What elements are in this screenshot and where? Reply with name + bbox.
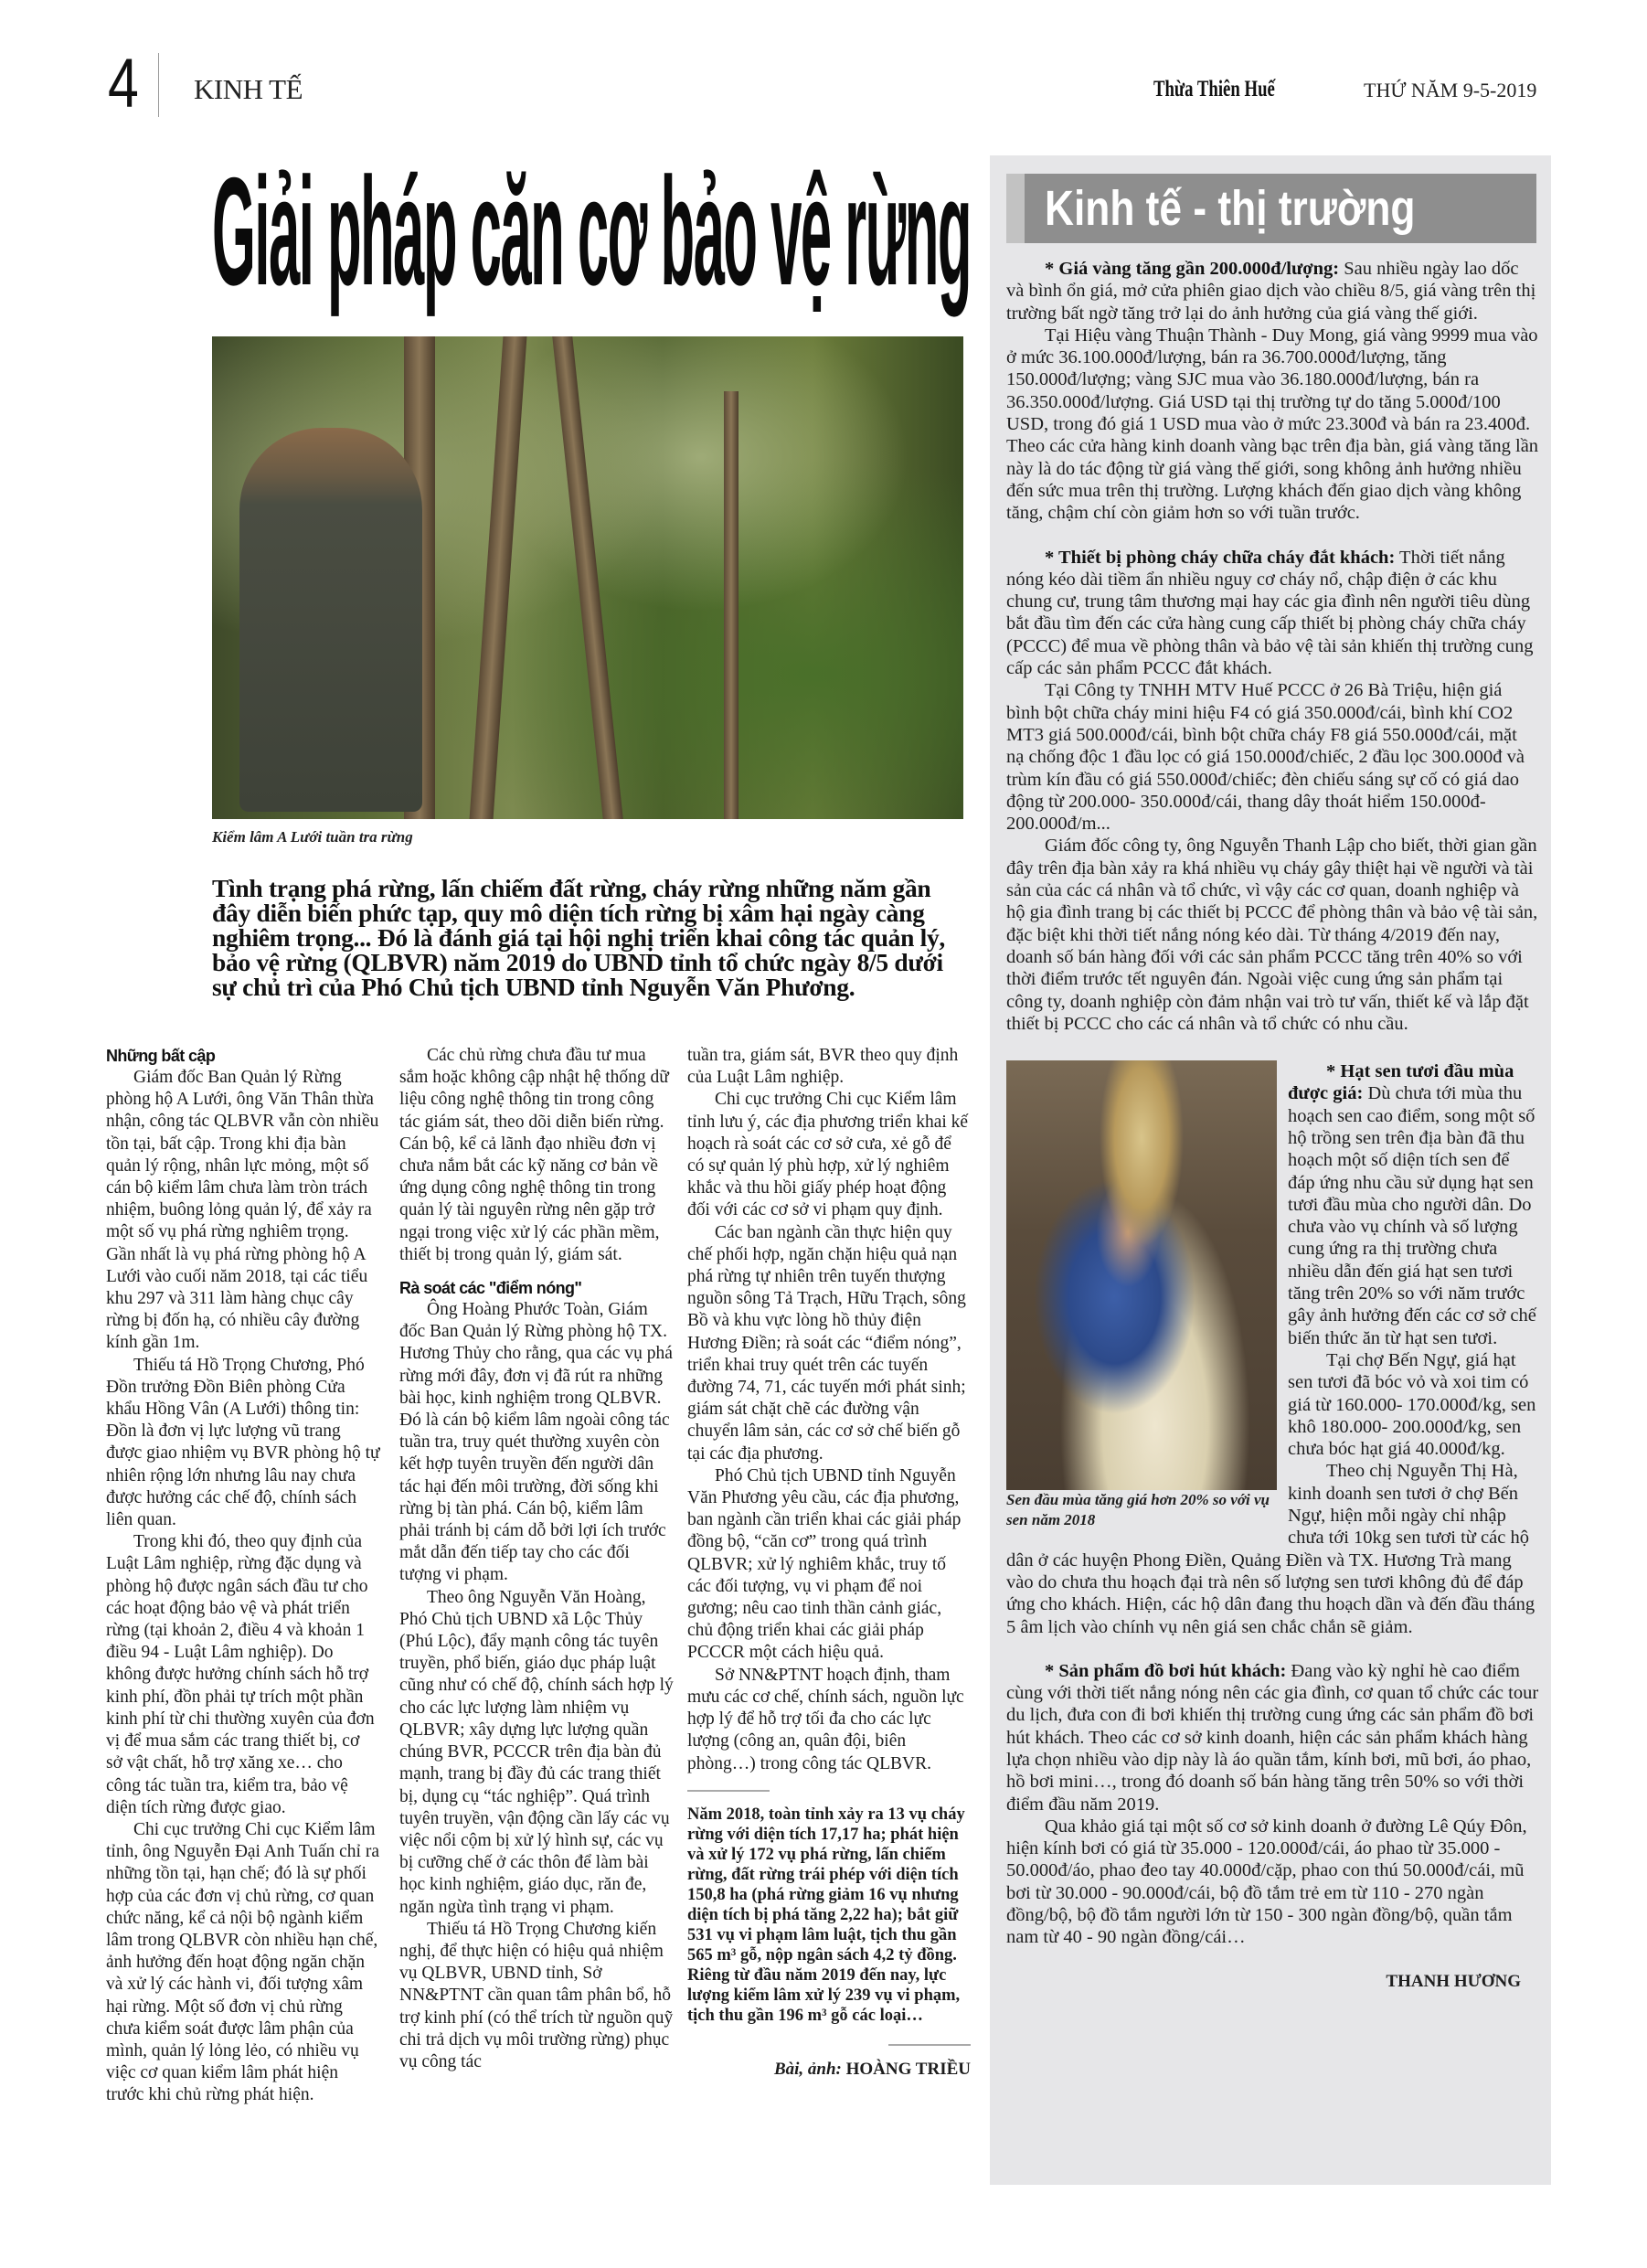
market-sidebar (990, 155, 1551, 2185)
headline (212, 145, 971, 317)
gold-price-section (1006, 258, 1539, 525)
paragraph: Ông Hoàng Phước Toàn, Giám đốc Ban Quản lý Rừng phòng hộ TX. Hương Thủy cho rằng, qua các vụ phá rừng mới đây, đơn vị đã rút ra những bài học, kinh nghiệm trong QLBVR. Đó là cán bộ kiểm lâm ngoài công tác tuần tra, truy quét thường xuyên còn kết hợp tuyên truyền đến người dân tác hại đến môi trường, đời sống khi rừng bị tàn phá. Cán bộ, kiểm lâm phải tránh bị cám dỗ bởi lợi ích trước mắt dẫn đến tiếp tay cho các đối tượng vi phạm. (399, 1300, 673, 1585)
forest-ranger-figure (239, 428, 422, 812)
factbox: Năm 2018, toàn tỉnh xảy ra 13 vụ cháy rừng với diện tích 17,17 ha; phát hiện và xử lý 172 vụ phá rừng, lấn chiếm rừng, đất rừng trái phép với diện tích 150,8 ha (phá rừng giảm 16 vụ nhưng diện tích bị phá tăng 2,22 ha); bắt giữ 531 vụ vi phạm lâm luật, tịch thu gần 565 m³ gỗ, nộp ngân sách 4,2 tỷ đồng. Riêng từ đầu năm 2019 đến nay, lực lượng kiểm lâm xử lý 239 vụ vi phạm, tịch thu gần 196 m³ gỗ các loại… (687, 1805, 965, 2025)
item-lead: * Hạt sen tươi đầu mùa được giá: (1288, 1061, 1514, 1104)
byline-divider (888, 2044, 971, 2046)
article-column-2 (399, 1045, 675, 2073)
tree-trunk (552, 336, 622, 819)
paragraph (1006, 1660, 1539, 1815)
paragraph: Tại Hiệu vàng Thuận Thành - Duy Mong, giá vàng 9999 mua vào ở mức 36.100.000đ/lượng, bán ra 36.700.000đ/lượng, tăng 150.000đ/lượng; vàng SJC mua vào 36.180.000đ/lượng, bán ra 36.350.000đ/lượng. Giá USD tại thị trường tự do tăng 5.000đ/100 USD, trong đó giá 1 USD mua vào ở mức 23.300đ và bán ra 23.400đ. Theo các cửa hàng kinh doanh vàng bạc trên địa bàn, giá vàng tăng lần này là do tác động từ giá vàng thế giới, song không ảnh hưởng nhiều đến sức mua trên thị trường. Lượng khách đến giao dịch vàng không tăng, chậm chí còn giảm hơn so với tuần trước. (1006, 325, 1539, 524)
paragraph: Qua khảo giá tại một số cơ sở kinh doanh ở đường Lê Qúy Đôn, hiện kính bơi có giá từ 35.000 - 120.000đ/cái, áo phao từ 35.000 - 50.000đ/áo, phao đeo tay 40.000đ/cặp, phao con thú 50.000đ/cái, mũ bơi từ 30.000 - 90.000đ/cái, bộ đồ tắm trẻ em từ 110 - 270 ngàn đồng/bộ, bộ đồ tắm người lớn từ 150 - 300 ngàn đồng/bộ, quần tắm nam từ 40 - 90 ngàn đồng/cái… (1006, 1815, 1527, 1948)
paragraph: Thiếu tá Hồ Trọng Chương, Phó Đồn trưởng Đồn Biên phòng Cửa khẩu Hồng Vân (A Lưới) thông tin: Đồn là đơn vị lực lượng vũ trang được giao nhiệm vụ BVR phòng hộ tự nhiên rộng lớn nhưng lâu nay chưa được hưởng các chế độ, chính sách liên quan. (106, 1355, 380, 1530)
paragraph (1006, 547, 1539, 680)
article-column-1 (106, 1045, 380, 2107)
photo-caption: Sen đầu mùa tăng giá hơn 20% so với vụ sen năm 2018 (1006, 1491, 1270, 1529)
forest-patrol-photo (212, 336, 963, 819)
factbox-divider (687, 1790, 770, 1792)
sidebar-body (1006, 258, 1539, 1993)
article-column-3 (687, 1045, 971, 2081)
newspaper-name: Thừa Thiên Huế (1153, 77, 1275, 101)
byline-author: HOÀNG TRIỀU (845, 2059, 971, 2079)
paragraph: Theo chị Nguyễn Thị Hà, kinh doanh sen tươi ở chợ Bến Ngự, hiện mỗi ngày chỉ nhập chưa tới 10kg sen tươi từ các hộ dân ở các huyện Phong Điền, Quảng Điền và TX. Hương Trà mang vào do chưa thu hoạch đại trà nên số lượng sen tươi không đủ để đáp ứng cho khách. Hiện, các hộ dân đang thu hoạch dần và đến đầu tháng 5 âm lịch vào chính vụ nên giá sen chắc chắn sẽ giảm. (1006, 1461, 1535, 1637)
sidebar-title: Kinh tế - thị trường (1045, 181, 1416, 236)
item-text: Dù chưa tới mùa thu hoạch sen cao điểm, song một số hộ trồng sen trên địa bàn đã thu hoạch một số diện tích sen để đáp ứng nhu cầu sử dụng hạt sen tươi đầu mùa cho người dân. Do chưa vào vụ chính và số lượng cung ứng ra thị trường chưa nhiều dẫn đến giá hạt sen tươi tăng trên 20% so với năm trước gây ảnh hưởng đến các cơ sở chế biến thức ăn từ hạt sen tươi. (1288, 1083, 1536, 1348)
paragraph: Tại Công ty TNHH MTV Huế PCCC ở 26 Bà Triệu, hiện giá bình bột chữa cháy mini hiệu F4 có giá 350.000đ/cái, bình khí CO2 MT3 giá 500.000đ/cái, bình bột chữa cháy F8 giá 550.000đ/cái, mặt nạ chống độc 1 đầu lọc có giá 150.000đ/chiếc, 2 đầu lọc 300.000đ và trùm kín đầu có giá 550.000đ/chiếc; đèn chiếu sáng sự cố có giá dao động từ 200.000- 350.000đ/cái, thang dây thoát hiểm 150.000đ- 200.000đ/m... (1006, 680, 1525, 835)
item-text: Đang vào kỳ nghỉ hè cao điểm cùng với thời tiết nắng nóng nên các gia đình, cơ quan tổ chức các tour du lịch, đưa con đi bơi khiến thị trường cung ứng các sản phẩm đồ bơi hút khách. Theo các cơ sở kinh doanh, hiện các sản phẩm khách hàng lựa chọn nhiều vào dịp này là áo quần tắm, kính bơi, mũ bơi, áo phao, hồ bơi mini…, trong đó doanh số bán hàng tăng trên 50% so với thời điểm đầu năm 2019. (1006, 1660, 1539, 1815)
paragraph: Trong khi đó, theo quy định của Luật Lâm nghiệp, rừng đặc dụng và phòng hộ được ngân sách đầu tư cho các hoạt động bảo vệ và phát triển rừng (tại khoản 2, điều 4 và khoản 1 điều 94 - Luật Lâm nghiệp). Do không được hưởng chính sách hỗ trợ kinh phí, đồn phải tự trích một phần kinh phí từ chi thường xuyên của đơn vị để mua sắm các trang thiết bị, cơ sở vật chất, hỗ trợ xăng xe… cho công tác tuần tra, kiểm tra, bảo vệ diện tích rừng được giao. (106, 1532, 375, 1817)
paragraph: Sở NN&PTNT hoạch định, tham mưu các cơ chế, chính sách, nguồn lực hợp lý để hỗ trợ tối đa cho các lực lượng (công an, quân đội, biên phòng…) trong công tác QLBVR. (687, 1665, 964, 1773)
subheading: Những bất cập (106, 1047, 216, 1065)
page-number: 4 (108, 45, 139, 122)
item-lead: * Thiết bị phòng cháy chữa cháy đắt khách: (1045, 547, 1396, 568)
paragraph: Phó Chủ tịch UBND tỉnh Nguyễn Văn Phương yêu cầu, các địa phương, ban ngành cần triển khai các giải pháp đồng bộ, “căn cơ” trong quá trình QLBVR; xử lý nghiêm khắc, truy tố các đối tượng, vụ vi phạm để noi gương; nêu cao tinh thần cảnh giác, chủ động triển khai các giải pháp PCCCR một cách hiệu quả. (687, 1465, 962, 1663)
paragraph: Giám đốc Ban Quản lý Rừng phòng hộ A Lưới, ông Văn Thân thừa nhận, công tác QLBVR vẫn còn nhiều tồn tại, bất cập. Trong khi địa bàn quản lý rộng, nhân lực mỏng, một số cán bộ kiểm lâm chưa làm tròn trách nhiệm, buông lỏng quản lý, để xảy ra một số vụ phá rừng nghiêm trọng. Gần nhất là vụ phá rừng phòng hộ A Lưới vào cuối năm 2018, tại các tiểu khu 297 và 311 làm hàng chục cây rừng bị đốn hạ, có nhiều cây đường kính gần 1m. (106, 1068, 379, 1353)
tree-trunk (470, 336, 527, 819)
paragraph: Giám đốc công ty, ông Nguyễn Thanh Lập cho biết, thời gian gần đây trên địa bàn xảy ra khá nhiều vụ cháy gây thiệt hại về người và tài sản của các cá nhân và tổ chức, vì vậy các cơ quan, doanh nghiệp và hộ gia đình trang bị các thiết bị PCCC để phòng thân và bảo vệ tài sản, đặc biệt khi thời tiết nắng nóng kéo dài. Từ tháng 4/2019 đến nay, doanh số bán hàng đối với các sản phẩm PCCC tăng trên 40% so với thời điểm trước tết nguyên đán. Ngoài việc cung ứng sản phẩm tại công ty, doanh nghiệp còn đảm nhận vai trò tư vấn, thiết kế và lắp đặt thiết bị PCCC cho các cá nhân và tổ chức có nhu cầu. (1006, 836, 1538, 1034)
sidebar-byline: THANH HƯƠNG (1386, 1971, 1521, 1991)
sidebar-title-bar (1006, 174, 1536, 243)
header-divider (158, 53, 159, 117)
subheading: Rà soát các "điểm nóng" (399, 1279, 582, 1298)
paragraph: Thiếu tá Hồ Trọng Chương kiến nghị, để thực hiện có hiệu quả nhiệm vụ QLBVR, UBND tỉnh, Sở NN&PTNT cần quan tâm phân bổ, hỗ trợ kinh phí (có thể trích từ nguồn quỹ chi trả dịch vụ môi trường rừng) phục vụ công tác (399, 1919, 674, 2071)
paragraph: tuần tra, giám sát, BVR theo quy định của Luật Lâm nghiệp. (687, 1046, 959, 1088)
paragraph: Các chủ rừng chưa đầu tư mua sắm hoặc không cập nhật hệ thống dữ liệu công nghệ thông tin trong công tác giám sát, theo dõi diễn biến rừng. Cán bộ, kể cả lãnh đạo nhiều đơn vị chưa nắm bắt các kỹ năng cơ bản về ứng dụng công nghệ thông tin trong quản lý tài nguyên rừng nên gặp trở ngại trong việc xử lý các phần mềm, thiết bị trong quản lý, giám sát. (399, 1046, 669, 1264)
swimwear-section (1006, 1660, 1539, 1949)
paragraph: Theo ông Nguyễn Văn Hoàng, Phó Chủ tịch UBND xã Lộc Thủy (Phú Lộc), đẩy mạnh công tác tuyên truyền, phổ biến, giáo dục pháp luật cũng như có chế độ, chính sách hợp lý cho các lực lượng làm nhiệm vụ QLBVR; xây dựng lực lượng quần chúng BVR, PCCCR trên địa bàn đủ mạnh, trang bị đầy đủ các trang thiết bị, dụng cụ “tác nghiệp”. Quá trình tuyên truyền, vận động cần lấy các vụ việc nổi cộm bị xử lý hình sự, các vụ bị cưỡng chế ở các thôn để làm bài học kinh nghiệm, giáo dục, răn đe, ngăn ngừa tình trạng vi phạm. (399, 1587, 674, 1917)
lotus-seller-photo (1006, 1060, 1277, 1490)
paragraph: Các ban ngành cần thực hiện quy chế phối hợp, ngăn chặn hiệu quả nạn phá rừng tự nhiên trên tuyến thượng nguồn sông Tả Trạch, Hữu Trạch, sông Bồ và khu vực lòng hồ thủy điện Hương Điền; rà soát các “điểm nóng”, triển khai truy quét trên các tuyến đường 74, 71, các tuyến mới phát sinh; giám sát chặt chẽ các đường vận chuyển lâm sản, các cơ sở chế biến gỗ tại các địa phương. (687, 1222, 966, 1464)
lotus-figure (1006, 1060, 1277, 1530)
paragraph: Chi cục trưởng Chi cục Kiểm lâm tỉnh lưu ý, các địa phương triển khai kế hoạch rà soát các cơ sở cưa, xẻ gỗ để có sự quản lý phù hợp, xử lý nghiêm khắc và thu hồi giấy phép hoạt động đối với các cơ sở vi phạm quy định. (687, 1090, 969, 1220)
section-name: KINH TẾ (194, 73, 303, 105)
item-text: Thời tiết nắng nóng kéo dài tiềm ẩn nhiều nguy cơ cháy nổ, chập điện ở các khu chung cư, trung tâm thương mại hay các gia đình nên người tiêu dùng bắt đầu tìm đến các cửa hàng cung cấp thiết bị phòng cháy chữa cháy (PCCC) để mua về phòng thân và bảo vệ tài sản khiến thị trường cung cấp các sản phẩm PCCC đắt khách. (1006, 547, 1534, 679)
headline-text: Giải pháp căn cơ bảo vệ rừng (212, 145, 971, 317)
tree-trunk (724, 391, 738, 819)
paragraph: Tại chợ Bến Ngự, giá hạt sen tươi đã bóc vỏ và xoi tim có giá từ 160.000- 170.000đ/kg, sen khô 180.000- 200.000đ/kg, sen chưa bóc hạt giá 40.000đ/kg. (1288, 1349, 1536, 1460)
paragraph: Chi cục trưởng Chi cục Kiểm lâm tỉnh, ông Nguyễn Đại Anh Tuấn chỉ ra những tồn tại, hạn chế; đó là sự phối hợp của các đơn vị chủ rừng, cơ quan chức năng, kể cả nội bộ ngành kiểm lâm trong QLBVR còn nhiều hạn chế, ảnh hưởng đến hoạt động ngăn chặn và xử lý các hành vi, đối tượng xâm hại rừng. Một số đơn vị chủ rừng chưa kiểm soát được lâm phận của mình, quản lý lỏng lẻo, có nhiều vụ việc cơ quan kiểm lâm phát hiện trước khi chủ rừng phát hiện. (106, 1819, 379, 2105)
item-lead: * Sản phẩm đồ bơi hút khách: (1045, 1660, 1287, 1681)
byline (687, 2059, 971, 2081)
item-lead: * Giá vàng tăng gần 200.000đ/lượng: (1045, 259, 1340, 279)
lotus-seed-section (1006, 1060, 1539, 1638)
title-accent-strip (1006, 174, 1025, 243)
issue-date: THỨ NĂM 9-5-2019 (1364, 79, 1537, 101)
paragraph (1006, 258, 1539, 325)
byline-label: Bài, ảnh: (773, 2059, 842, 2079)
item-text: Sau nhiều ngày lao dốc và bình ổn giá, mở cửa phiên giao dịch vào chiều 8/5, giá vàng trên thị trường bất ngờ tăng trở lại do ảnh hưởng của giá vàng thế giới. (1006, 259, 1536, 324)
fire-equipment-section (1006, 547, 1539, 1036)
photo-caption: Kiểm lâm A Lưới tuần tra rừng (212, 828, 413, 846)
article-lede: Tình trạng phá rừng, lấn chiếm đất rừng, cháy rừng những năm gần đây diễn biến phức tạp, quy mô diện tích rừng bị xâm hại ngày càng nghiêm trọng... Đó là đánh giá tại hội nghị triển khai công tác quản lý, bảo vệ rừng (QLBVR) năm 2019 do UBND tỉnh tổ chức ngày 8/5 dưới sự chủ trì của Phó Chủ tịch UBND tỉnh Nguyễn Văn Phương. (212, 874, 946, 1001)
